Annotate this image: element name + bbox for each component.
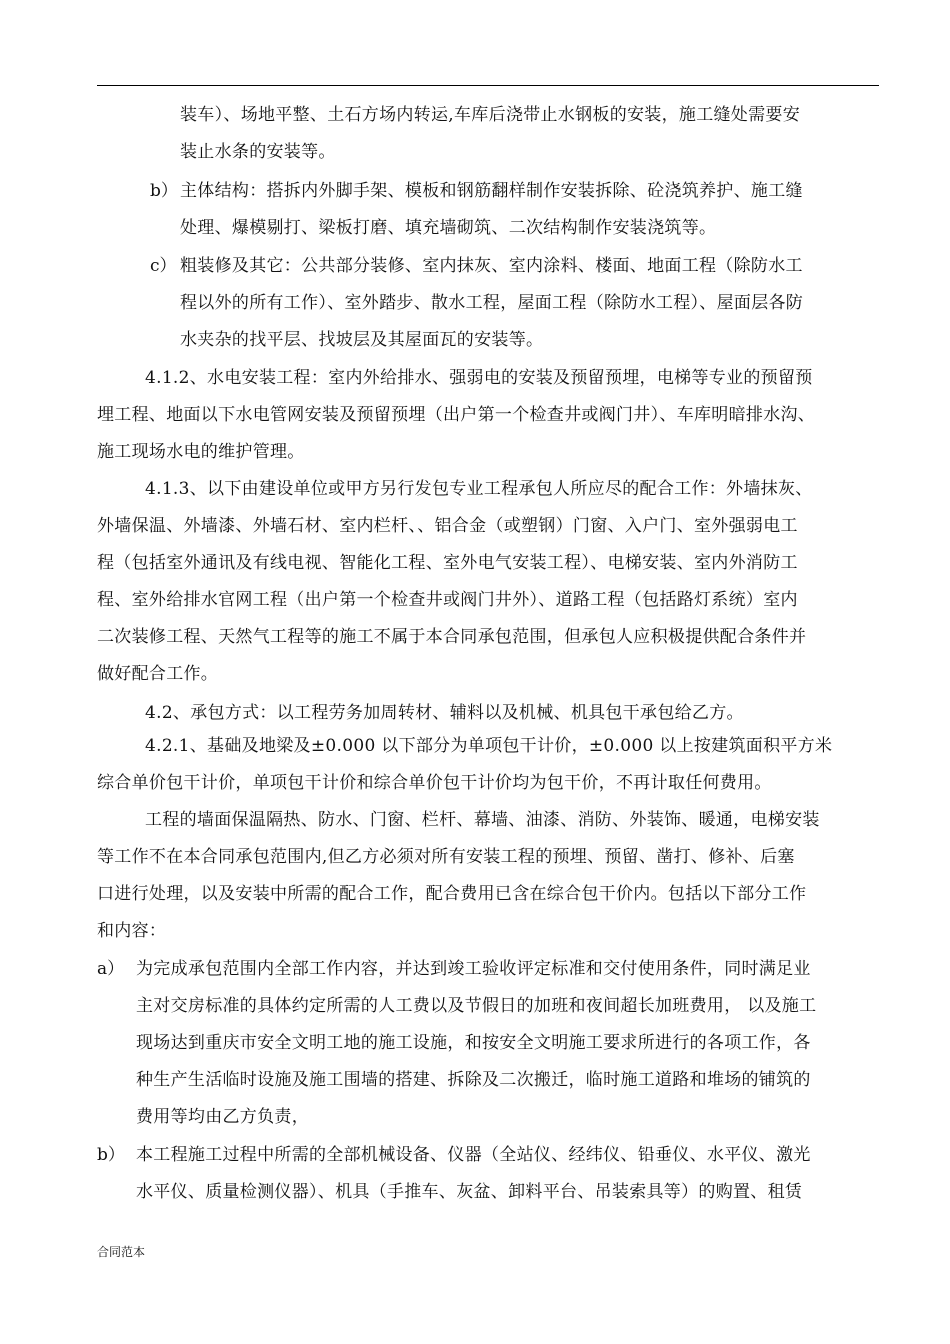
text-line: 4.2.1、基础及地梁及±0.000 以下部分为单项包干计价，±0.000 以上按建筑面积平方米 [145, 736, 833, 756]
text-line: 口进行处理，以及安装中所需的配合工作，配合费用已含在综合包干价内。包括以下部分工作 [97, 884, 807, 904]
text-line: 4.1.3、以下由建设单位或甲方另行发包专业工程承包人所应尽的配合工作：外墙抹灰、 [145, 479, 813, 499]
text-line: 现场达到重庆市安全文明工地的施工设施，和按安全文明施工要求所进行的各项工作，各 [136, 1033, 811, 1053]
text-line: 做好配合工作。 [97, 664, 219, 684]
text-line: 二次装修工程、天然气工程等的施工不属于本合同承包范围，但承包人应积极提供配合条件并 [97, 627, 807, 647]
list-marker: b） [150, 181, 178, 201]
text-line: 费用等均由乙方负责， [136, 1107, 309, 1127]
text-line: 粗装修及其它：公共部分装修、室内抹灰、室内涂料、楼面、地面工程（除防水工 [180, 256, 803, 276]
text-line: 水夹杂的找平层、找坡层及其屋面瓦的安装等。 [180, 330, 544, 350]
text-line: 主体结构：搭拆内外脚手架、模板和钢筋翻样制作安装拆除、砼浇筑养护、施工缝 [180, 181, 803, 201]
text-line: 处理、爆模剔打、梁板打磨、填充墙砌筑、二次结构制作安装浇筑等。 [180, 218, 717, 238]
text-line: 4.2、承包方式：以工程劳务加周转材、辅料以及机械、机具包干承包给乙方。 [145, 703, 744, 723]
text-line: 为完成承包范围内全部工作内容，并达到竣工验收评定标准和交付使用条件，同时满足业 [136, 959, 811, 979]
text-line: 4.1.2、水电安装工程：室内外给排水、强弱电的安装及预留预埋，电梯等专业的预留预 [145, 368, 813, 388]
list-marker: c） [150, 256, 177, 276]
text-line: 外墙保温、外墙漆、外墙石材、室内栏杆、、铝合金（或塑钢）门窗、入户门、室外强弱电工 [97, 516, 798, 536]
text-line: 工程的墙面保温隔热、防水、门窗、栏杆、幕墙、油漆、消防、外装饰、暖通，电梯安装 [145, 810, 820, 830]
text-line: 埋工程、地面以下水电管网安装及预留预埋（出户第一个检查井或阀门井）、车库明暗排水沟、 [97, 405, 816, 425]
list-marker: a） [97, 959, 125, 979]
text-line: 程（包括室外通讯及有线电视、智能化工程、室外电气安装工程）、电梯安装、室内外消防工 [97, 553, 798, 573]
text-line: 主对交房标准的具体约定所需的人工费以及节假日的加班和夜间超长加班费用， 以及施工 [136, 996, 817, 1016]
page-footer: 合同范本 [97, 1245, 146, 1259]
text-line: 等工作不在本合同承包范围内,但乙方必须对所有安装工程的预埋、预留、凿打、修补、后塞 [97, 847, 795, 867]
text-line: 程以外的所有工作）、室外踏步、散水工程，屋面工程（除防水工程）、屋面层各防 [180, 293, 804, 313]
text-line: 种生产生活临时设施及施工围墙的搭建、拆除及二次搬迁，临时施工道路和堆场的铺筑的 [136, 1070, 811, 1090]
text-line: 水平仪、质量检测仪器）、机具（手推车、灰盆、卸料平台、吊装索具等）的购置、租赁 [136, 1182, 803, 1202]
text-line: 装车）、场地平整、土石方场内转运,车库后浇带止水钢板的安装，施工缝处需要安 [180, 105, 801, 125]
list-marker: b） [97, 1145, 125, 1165]
text-line: 装止水条的安装等。 [180, 142, 336, 162]
text-line: 综合单价包干计价，单项包干计价和综合单价包干计价均为包干价，不再计取任何费用。 [97, 773, 772, 793]
text-line: 和内容： [97, 921, 167, 941]
header-rule [97, 85, 879, 86]
text-line: 程、室外给排水官网工程（出户第一个检查井或阀门井外）、道路工程（包括路灯系统）室内 [97, 590, 798, 610]
text-line: 施工现场水电的维护管理。 [97, 442, 305, 462]
text-line: 本工程施工过程中所需的全部机械设备、仪器（全站仪、经纬仪、铅垂仪、水平仪、激光 [136, 1145, 811, 1165]
